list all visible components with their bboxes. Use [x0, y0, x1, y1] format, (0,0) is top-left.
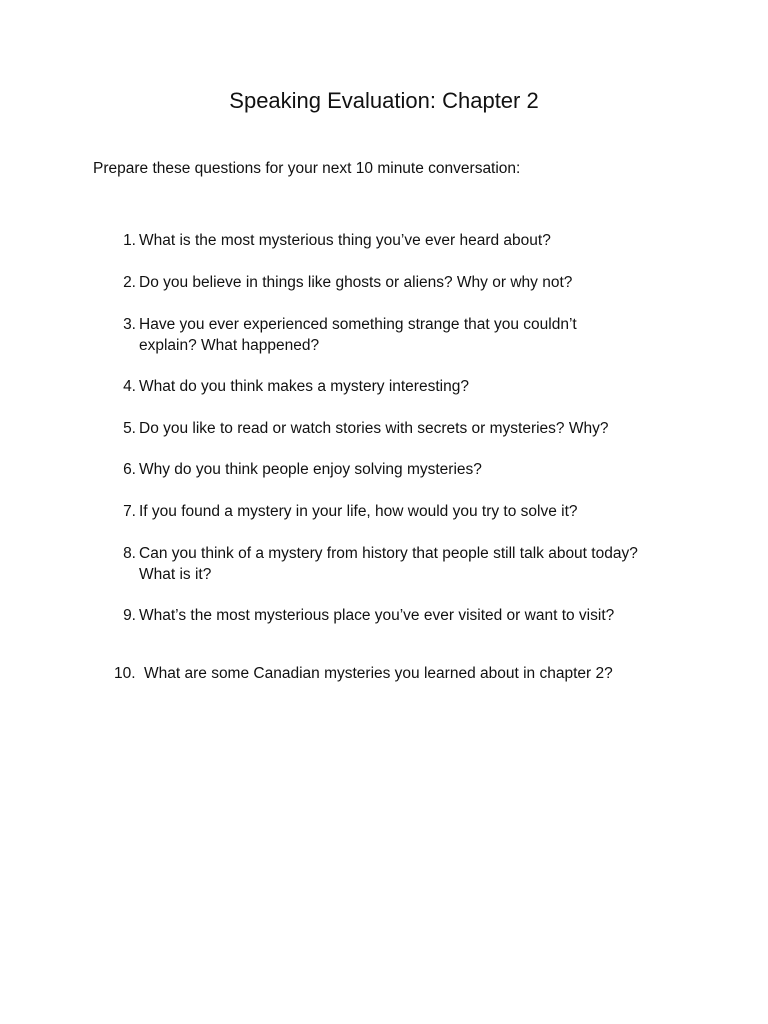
question-number: 5.	[123, 420, 136, 437]
question-number: 2.	[123, 274, 136, 291]
list-item	[114, 605, 674, 626]
list-item	[114, 459, 674, 480]
question-text: Why do you think people enjoy solving mysteries?	[139, 461, 482, 478]
list-item	[114, 543, 644, 585]
question-number: 6.	[123, 461, 136, 478]
question-number: 4.	[123, 378, 136, 395]
intro-text: Prepare these questions for your next 10 minute conversation:	[93, 160, 521, 177]
question-text: Do you like to read or watch stories with secrets or mysteries? Why?	[139, 420, 609, 437]
question-number: 8.	[123, 545, 136, 562]
question-text: If you found a mystery in your life, how would you try to solve it?	[139, 503, 578, 520]
list-item	[114, 418, 674, 439]
question-text: Have you ever experienced something strange that you couldn’t explain? What happened?	[139, 316, 577, 354]
list-item	[114, 376, 674, 397]
question-text: Can you think of a mystery from history that people still talk about today? What is it?	[139, 545, 638, 583]
list-item	[114, 501, 674, 522]
question-number: 10.	[114, 665, 136, 682]
question-text: What is the most mysterious thing you’ve ever heard about?	[139, 232, 551, 249]
list-item	[114, 230, 674, 251]
question-text: What’s the most mysterious place you’ve ever visited or want to visit?	[139, 607, 615, 624]
list-item	[114, 314, 634, 356]
list-item	[114, 272, 674, 293]
page-title: Speaking Evaluation: Chapter 2	[229, 88, 539, 113]
list-item	[114, 663, 674, 684]
question-number: 1.	[123, 232, 136, 249]
question-number: 3.	[123, 316, 136, 333]
question-number: 9.	[123, 607, 136, 624]
question-text: What are some Canadian mysteries you learned about in chapter 2?	[144, 665, 613, 682]
question-text: Do you believe in things like ghosts or aliens? Why or why not?	[139, 274, 573, 291]
question-number: 7.	[123, 503, 136, 520]
question-text: What do you think makes a mystery interesting?	[139, 378, 469, 395]
